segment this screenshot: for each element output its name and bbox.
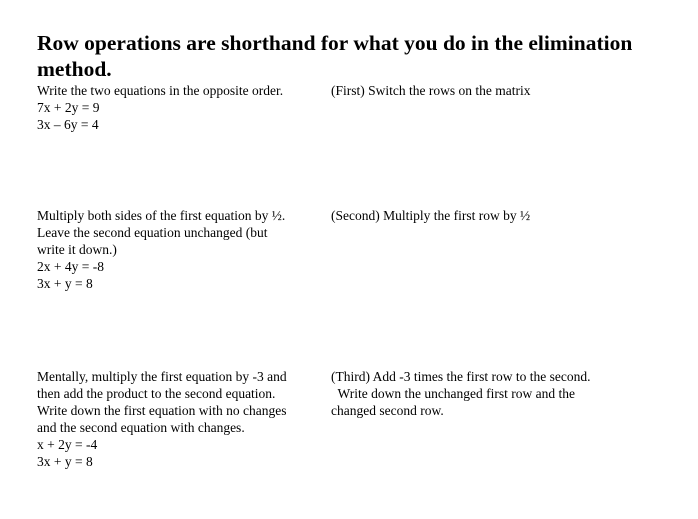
step-3-text-line: Write down the first equation with no changes <box>37 403 287 418</box>
page-title: Row operations are shorthand for what you do in the elimination method. <box>37 31 633 81</box>
step-1-row-op-line: (First) Switch the rows on the matrix <box>331 83 531 98</box>
step-3-text-line: and the second equation with changes. <box>37 420 245 435</box>
step-2-text-line: Multiply both sides of the first equation by ½. <box>37 208 286 223</box>
step-2-matrix-operation <box>331 207 676 224</box>
step-3-matrix-operation <box>331 368 676 419</box>
step-2-equation-2: 3x + y = 8 <box>37 276 93 291</box>
step-1-equation-1: 7x + 2y = 9 <box>37 100 100 115</box>
step-3-equation-1: x + 2y = -4 <box>37 437 98 452</box>
step-3-text-line: then add the product to the second equation. <box>37 386 276 401</box>
step-3-row-op-line: (Third) Add -3 times the first row to the second. <box>331 369 591 384</box>
step-3-row-op-line: changed second row. <box>331 403 444 418</box>
step-1-text-line: Write the two equations in the opposite order. <box>37 83 284 98</box>
step-2-row-op-line: (Second) Multiply the first row by ½ <box>331 208 531 223</box>
step-2-text-line: write it down.) <box>37 242 117 257</box>
step-2-text-line: Leave the second equation unchanged (but <box>37 225 268 240</box>
step-1-instructions <box>37 82 327 133</box>
step-3-row-op-line: Write down the unchanged first row and the <box>331 386 576 401</box>
step-2-equation-1: 2x + 4y = -8 <box>37 259 104 274</box>
step-3-equation-2: 3x + y = 8 <box>37 454 93 469</box>
step-2-instructions <box>37 207 327 292</box>
step-1-matrix-operation <box>331 82 676 99</box>
step-3-text-line: Mentally, multiply the first equation by -3 and <box>37 369 287 384</box>
step-3-instructions <box>37 368 327 470</box>
step-1-equation-2: 3x – 6y = 4 <box>37 117 99 132</box>
